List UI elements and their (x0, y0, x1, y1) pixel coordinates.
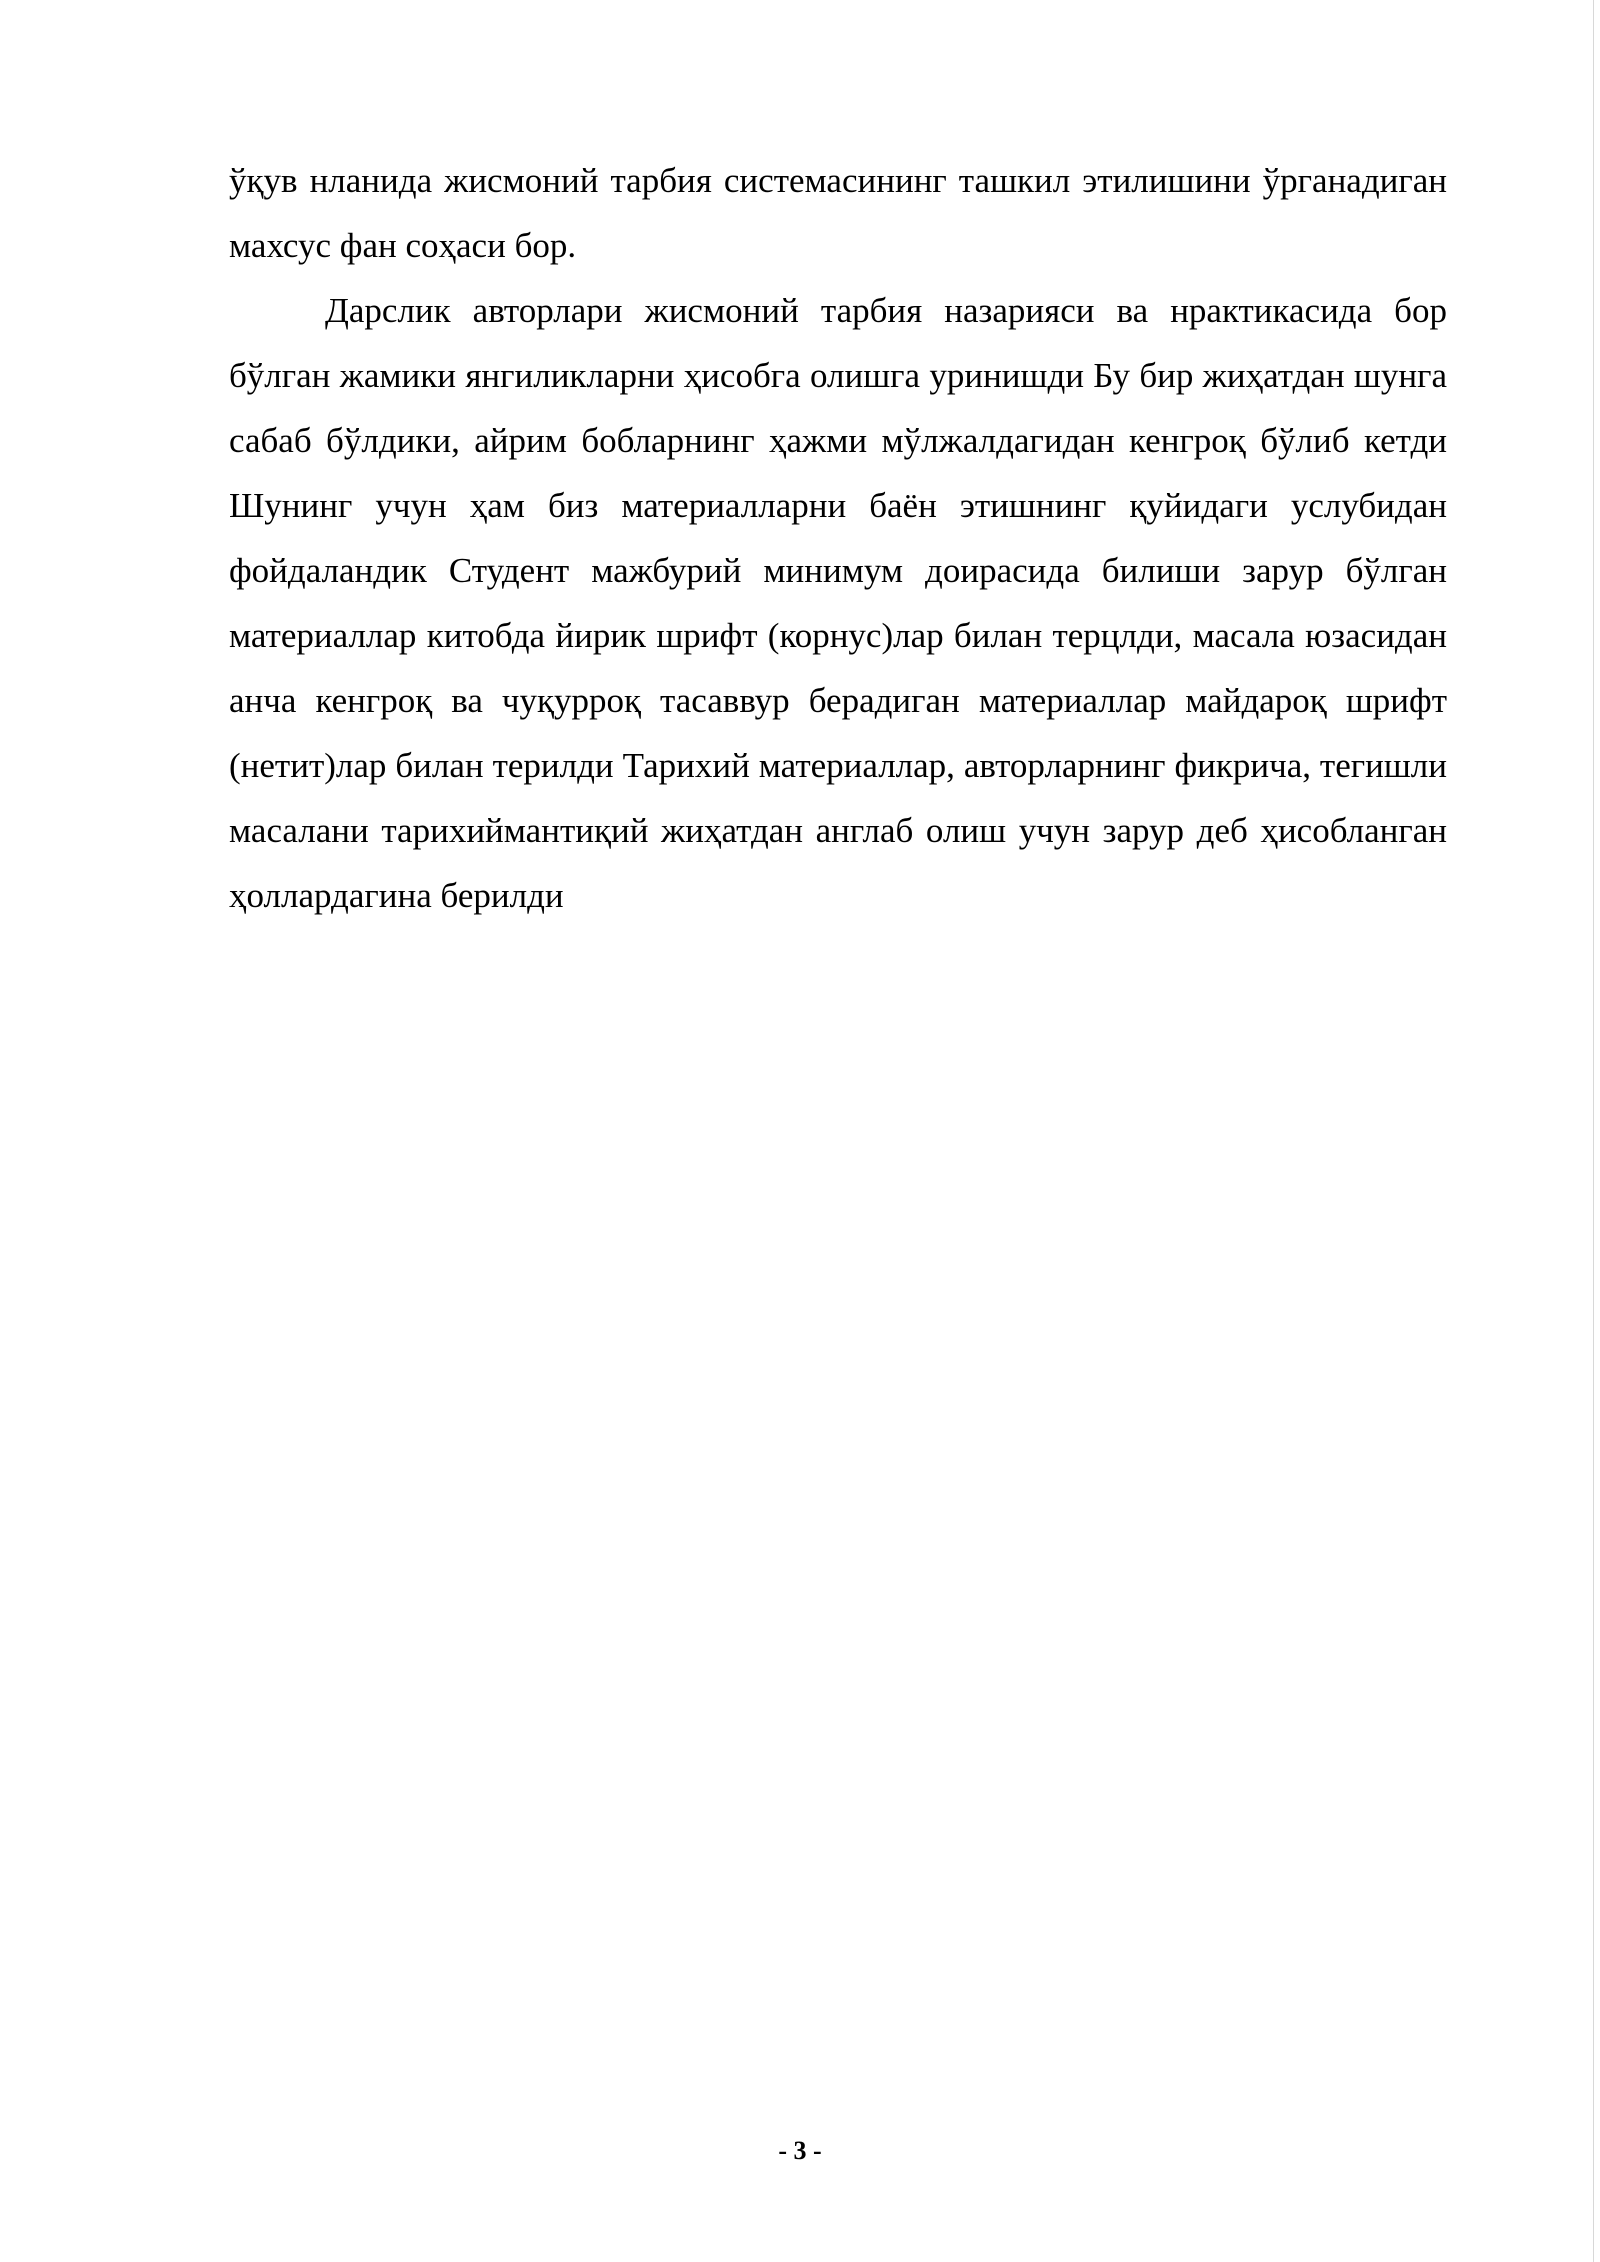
page-number: - 3 - (778, 2136, 822, 2165)
document-body (229, 148, 1447, 928)
paragraph-continuation: ўқув нланида жисмоний тарбия системасининг ташкил этилишини ўрганадиган махсус фан соҳаси бор. (229, 161, 1447, 265)
page-edge-shadow (1593, 0, 1594, 2262)
paragraph-textbook-authors: Дарслик авторлари жисмоний тарбия назарияси ва нрактикасида бор бўлган жамики янгиликларни ҳисобга олишга уринишди Бу бир жиҳатдан шунга сабаб бўлдики, айрим бобларнинг ҳажми мўлжалдагидан кенгроқ бўлиб кетди Шунинг учун ҳам биз материалларни баён этишнинг қуйидаги услубидан фойдаландик Студент мажбурий минимум доирасида билиши зарур бўлган материаллар китобда йирик шрифт (корнус)лар билан терцлди, масала юзасидан анча кенгроқ ва чуқурроқ тасаввур берадиган материаллар майдароқ шрифт (нетит)лар билан терилди Тарихий материаллар, авторларнинг фикрича, тегишли масалани тарихиймантиқий жиҳатдан англаб олиш учун зарур деб ҳисобланган ҳоллардагина берилди (229, 291, 1447, 915)
